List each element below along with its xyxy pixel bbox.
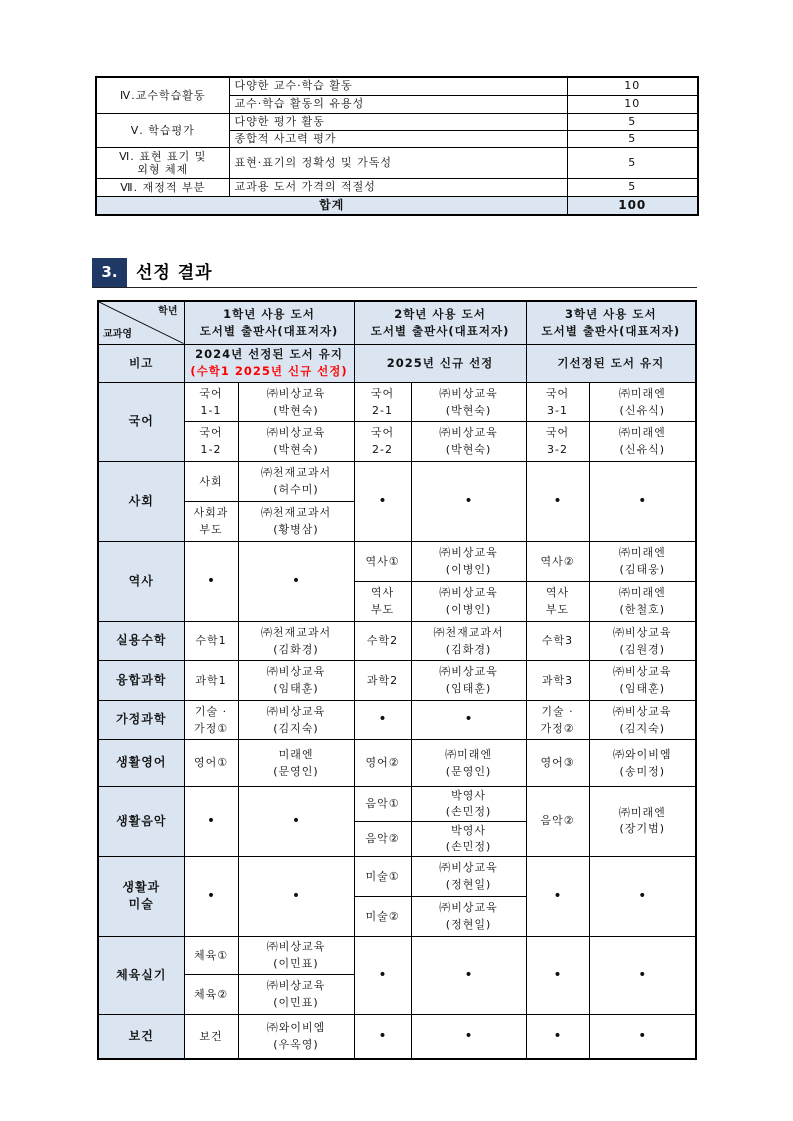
author: (손민정) <box>445 839 492 853</box>
book-cell <box>354 541 411 581</box>
book-title: 영어① <box>193 756 229 769</box>
publisher: ㈜비상교육 <box>439 586 498 599</box>
book-volume: 부도 <box>199 523 223 536</box>
book-cell <box>526 700 589 739</box>
publisher: ㈜비상교육 <box>439 861 498 874</box>
publisher-cell <box>589 541 696 581</box>
book-cell <box>184 461 238 501</box>
author: (김화경) <box>273 642 319 656</box>
criteria-category-label: Ⅵ. 표현 표기 및 <box>119 149 207 163</box>
none-mark: • <box>238 856 354 936</box>
none-mark: • <box>526 461 589 541</box>
book-cell <box>184 621 238 660</box>
publisher: ㈜비상교육 <box>266 426 326 439</box>
author: (박현숙) <box>273 403 319 417</box>
author: (임태훈) <box>273 682 319 695</box>
none-mark: • <box>589 856 696 936</box>
grade-1-header <box>184 301 354 344</box>
criteria-item: 교과용 도서 가격의 적절성 <box>229 178 567 196</box>
author: (박현숙) <box>273 443 319 456</box>
publisher-cell <box>238 660 354 700</box>
none-mark: • <box>411 1014 526 1059</box>
subject-practical-music <box>98 786 184 856</box>
book-cell <box>526 581 589 621</box>
publisher-cell <box>411 581 526 621</box>
publisher: ㈜천재교과서 <box>260 506 332 519</box>
publisher: ㈜비상교육 <box>613 625 672 639</box>
subject-name: 체육실기 <box>116 967 167 982</box>
author: (신유식) <box>619 403 666 417</box>
author: (신유식) <box>619 443 666 456</box>
book-title: 과학3 <box>541 673 574 687</box>
publisher: ㈜미래엔 <box>618 546 666 559</box>
book-volume: 2-2 <box>372 443 393 456</box>
publisher-cell <box>411 421 526 461</box>
publisher-cell <box>589 786 696 856</box>
subject-name: 미술 <box>128 897 154 911</box>
book-title: 국어 <box>545 426 570 439</box>
publisher-cell <box>589 421 696 461</box>
subject-pe-practice <box>98 936 184 1014</box>
author: (우옥영) <box>273 1038 319 1052</box>
book-title: 국어 <box>370 426 395 439</box>
none-mark: • <box>238 541 354 621</box>
book-volume: 2-1 <box>372 403 393 417</box>
none-mark: • <box>184 541 238 621</box>
author: (박현숙) <box>445 403 492 417</box>
criteria-category <box>96 77 229 113</box>
author: (김지숙) <box>273 721 319 735</box>
none-mark: • <box>589 461 696 541</box>
subject-name: 역사 <box>128 573 154 588</box>
author: (이병인) <box>445 603 492 616</box>
grade-3-subtitle: 도서별 출판사(대표저자) <box>541 323 681 338</box>
publisher-cell <box>411 739 526 786</box>
publisher-cell <box>411 821 526 856</box>
book-volume: 가정① <box>193 721 229 735</box>
book-cell <box>184 421 238 461</box>
grade-2-note <box>354 344 526 382</box>
subject-name: 보건 <box>128 1028 154 1043</box>
book-title: 음악② <box>540 814 575 827</box>
publisher-cell <box>238 501 354 541</box>
publisher-cell <box>238 739 354 786</box>
book-title: 체육② <box>193 987 229 1001</box>
publisher: ㈜비상교육 <box>266 940 326 953</box>
grade-2-subtitle: 도서별 출판사(대표저자) <box>370 323 510 338</box>
author: (한철호) <box>619 603 666 616</box>
publisher-cell <box>589 660 696 700</box>
publisher: ㈜미래엔 <box>445 747 492 761</box>
subject-social <box>98 461 184 541</box>
publisher: ㈜비상교육 <box>266 704 326 718</box>
book-volume: 3-1 <box>547 403 569 417</box>
author: (김원경) <box>619 642 666 656</box>
publisher: 미래엔 <box>278 747 314 761</box>
publisher-cell <box>411 660 526 700</box>
criteria-category-label: Ⅶ. 재정적 부분 <box>120 180 206 194</box>
none-mark: • <box>589 936 696 1014</box>
section-number-badge: 3. <box>92 258 127 287</box>
book-cell <box>184 936 238 974</box>
note-label: 비고 <box>98 344 184 382</box>
book-cell <box>184 660 238 700</box>
author: (이민표) <box>273 957 319 970</box>
publisher: ㈜비상교육 <box>439 546 498 559</box>
author: (송미정) <box>619 764 666 778</box>
selection-result-table <box>97 300 697 1060</box>
publisher-cell <box>238 974 354 1014</box>
criteria-item: 교수·학습 활동의 유용성 <box>229 95 567 113</box>
publisher: ㈜비상교육 <box>266 386 326 400</box>
book-title: 사회 <box>199 474 223 488</box>
subject-name: 융합과학 <box>116 672 167 687</box>
criteria-category <box>96 178 229 196</box>
publisher-cell <box>238 382 354 421</box>
book-title: 체육① <box>193 948 229 962</box>
subject-health <box>98 1014 184 1059</box>
book-cell <box>184 1014 238 1059</box>
author: (손민정) <box>445 804 492 818</box>
author: (허수미) <box>273 483 319 496</box>
book-title: 음악① <box>365 796 400 810</box>
criteria-category-label: 외형 체제 <box>137 162 189 176</box>
publisher: ㈜미래엔 <box>618 426 666 439</box>
none-mark: • <box>354 936 411 1014</box>
author: (문영인) <box>445 764 492 778</box>
book-title: 음악② <box>365 831 400 845</box>
none-mark: • <box>589 1014 696 1059</box>
grade-3-note <box>526 344 696 382</box>
publisher: ㈜비상교육 <box>439 426 498 439</box>
book-volume: 가정② <box>540 721 575 735</box>
criteria-item: 다양한 교수·학습 활동 <box>229 77 567 95</box>
publisher: ㈜미래엔 <box>618 386 666 400</box>
publisher-cell <box>238 461 354 501</box>
criteria-category-label: Ⅳ.교수학습활동 <box>120 88 206 102</box>
book-cell <box>526 382 589 421</box>
subject-name: 생활영어 <box>116 755 167 769</box>
author: (정현일) <box>445 878 492 891</box>
author: (박현숙) <box>445 443 492 456</box>
publisher-cell <box>238 1014 354 1059</box>
publisher: ㈜천재교과서 <box>260 625 332 639</box>
criteria-score: 10 <box>567 95 698 113</box>
grade-2-note-text: 2025년 신규 선정 <box>386 355 494 370</box>
publisher-cell <box>411 856 526 896</box>
book-title: 역사 <box>370 586 395 599</box>
book-cell <box>526 621 589 660</box>
none-mark: • <box>354 700 411 739</box>
subject-practical-math <box>98 621 184 660</box>
none-mark: • <box>354 461 411 541</box>
subject-name: 생활음악 <box>116 814 167 828</box>
book-volume: 1-1 <box>200 403 222 417</box>
publisher-cell <box>411 786 526 821</box>
grade-3-header <box>526 301 696 344</box>
book-cell <box>354 786 411 821</box>
section-underline <box>92 287 697 288</box>
publisher: ㈜비상교육 <box>266 979 326 992</box>
book-cell <box>526 739 589 786</box>
subject-name: 국어 <box>128 414 154 428</box>
publisher: ㈜비상교육 <box>439 386 498 400</box>
publisher-cell <box>411 382 526 421</box>
none-mark: • <box>354 1014 411 1059</box>
book-volume: 부도 <box>370 603 395 616</box>
book-cell <box>526 541 589 581</box>
publisher-cell <box>589 739 696 786</box>
criteria-score: 5 <box>567 147 698 178</box>
subject-integrated-science <box>98 660 184 700</box>
publisher: ㈜비상교육 <box>613 704 672 718</box>
book-title: 역사 <box>545 586 570 599</box>
book-title: 국어 <box>199 386 223 400</box>
publisher-cell <box>589 621 696 660</box>
none-mark: • <box>526 1014 589 1059</box>
publisher-cell <box>238 936 354 974</box>
book-title: 기술 · <box>194 704 228 718</box>
publisher: ㈜비상교육 <box>266 665 326 678</box>
none-mark: • <box>411 461 526 541</box>
publisher: 박영사 <box>451 823 486 837</box>
book-title: 수학1 <box>195 634 227 647</box>
total-score: 100 <box>567 196 698 215</box>
subject-history <box>98 541 184 621</box>
criteria-score: 5 <box>567 113 698 130</box>
publisher-cell <box>238 621 354 660</box>
criteria-score: 5 <box>567 178 698 196</box>
book-title: 과학2 <box>366 673 399 687</box>
author: (이민표) <box>273 996 319 1009</box>
grade-1-note-highlight: (수학1 2025년 신규 선정) <box>190 364 348 378</box>
book-title: 과학1 <box>195 673 227 687</box>
total-label: 합계 <box>96 196 567 215</box>
none-mark: • <box>526 856 589 936</box>
book-title: 수학2 <box>366 634 399 647</box>
book-title: 영어② <box>365 756 400 769</box>
grade-2-header <box>354 301 526 344</box>
none-mark: • <box>238 786 354 856</box>
author: (황병삼) <box>273 523 319 536</box>
criteria-category-label: Ⅴ. 학습평가 <box>130 123 195 137</box>
subject-name: 생활과 <box>122 880 161 894</box>
book-title: 사회과 <box>193 506 229 519</box>
book-title: 영어③ <box>540 756 575 769</box>
book-title: 보건 <box>199 1029 223 1043</box>
grade-3-title: 3학년 사용 도서 <box>564 306 657 321</box>
evaluation-criteria-table <box>95 76 699 216</box>
book-cell <box>184 501 238 541</box>
grade-2-title: 2학년 사용 도서 <box>394 306 486 321</box>
criteria-item: 표현·표기의 정확성 및 가독성 <box>229 147 567 178</box>
book-title: 기술 · <box>541 704 574 718</box>
publisher: ㈜비상교육 <box>613 665 672 678</box>
publisher: ㈜천재교과서 <box>433 625 504 639</box>
corner-grade-label: 학년 <box>158 306 178 317</box>
book-volume: 1-2 <box>200 443 222 456</box>
author: (정현일) <box>445 918 492 931</box>
grade-1-subtitle: 도서별 출판사(대표저자) <box>199 323 339 338</box>
book-cell <box>184 700 238 739</box>
book-volume: 3-2 <box>547 443 569 456</box>
publisher: ㈜비상교육 <box>439 901 498 914</box>
book-cell <box>526 786 589 856</box>
publisher-cell <box>238 421 354 461</box>
publisher-cell <box>238 700 354 739</box>
publisher-cell <box>589 382 696 421</box>
publisher: ㈜와이비엠 <box>613 747 672 761</box>
book-cell <box>354 739 411 786</box>
criteria-item: 종합적 사고력 평가 <box>229 130 567 147</box>
book-cell <box>354 896 411 936</box>
book-cell <box>184 382 238 421</box>
subject-home-science <box>98 700 184 739</box>
publisher-cell <box>411 621 526 660</box>
criteria-score: 5 <box>567 130 698 147</box>
book-title: 역사① <box>365 554 400 568</box>
subject-name: 실용수학 <box>116 633 167 647</box>
book-title: 수학3 <box>541 634 574 647</box>
author: (장기범) <box>619 822 666 835</box>
book-cell <box>526 421 589 461</box>
book-cell <box>354 382 411 421</box>
publisher: ㈜와이비엠 <box>266 1021 326 1035</box>
publisher-cell <box>589 700 696 739</box>
none-mark: • <box>184 786 238 856</box>
author: (임태훈) <box>619 682 666 695</box>
book-title: 국어 <box>370 386 395 400</box>
publisher-cell <box>589 581 696 621</box>
book-cell <box>184 974 238 1014</box>
book-title: 국어 <box>545 386 570 400</box>
book-cell <box>354 581 411 621</box>
subject-name: 사회 <box>128 493 154 508</box>
subject-practical-english <box>98 739 184 786</box>
author: (김지숙) <box>619 721 666 735</box>
book-title: 미술② <box>365 909 400 923</box>
section-title: 선정 결과 <box>136 263 213 283</box>
author: (문영인) <box>273 764 319 778</box>
publisher: ㈜미래엔 <box>618 586 666 599</box>
publisher: ㈜비상교육 <box>439 665 498 678</box>
corner-header-cell <box>98 301 184 344</box>
book-cell <box>354 421 411 461</box>
book-cell <box>354 660 411 700</box>
book-cell <box>354 621 411 660</box>
book-title: 미술① <box>365 869 400 883</box>
none-mark: • <box>184 856 238 936</box>
grade-1-note-text: 2024년 선정된 도서 유지 <box>195 347 343 361</box>
publisher: 박영사 <box>451 788 486 802</box>
none-mark: • <box>411 700 526 739</box>
criteria-item: 다양한 평가 활동 <box>229 113 567 130</box>
publisher: ㈜천재교과서 <box>260 466 332 479</box>
book-cell <box>354 856 411 896</box>
author: (김화경) <box>445 642 492 656</box>
publisher-cell <box>411 541 526 581</box>
grade-3-note-text: 기선정된 도서 유지 <box>557 355 665 370</box>
corner-subject-label: 교과영 <box>103 328 132 340</box>
subject-name: 가정과학 <box>116 712 167 726</box>
author: (이병인) <box>445 563 492 576</box>
none-mark: • <box>411 936 526 1014</box>
book-cell <box>526 660 589 700</box>
subject-art <box>98 856 184 936</box>
criteria-score: 10 <box>567 77 698 95</box>
grade-1-note <box>184 344 354 382</box>
author: (임태훈) <box>445 682 492 695</box>
criteria-category <box>96 147 229 178</box>
criteria-category <box>96 113 229 147</box>
book-cell <box>354 821 411 856</box>
grade-1-title: 1학년 사용 도서 <box>223 306 315 321</box>
none-mark: • <box>526 936 589 1014</box>
subject-korean <box>98 382 184 461</box>
book-volume: 부도 <box>545 603 570 616</box>
book-title: 역사② <box>540 554 575 568</box>
author: (김태웅) <box>619 563 666 576</box>
book-title: 국어 <box>199 426 223 439</box>
book-cell <box>184 739 238 786</box>
publisher: ㈜미래엔 <box>618 806 666 819</box>
publisher-cell <box>411 896 526 936</box>
